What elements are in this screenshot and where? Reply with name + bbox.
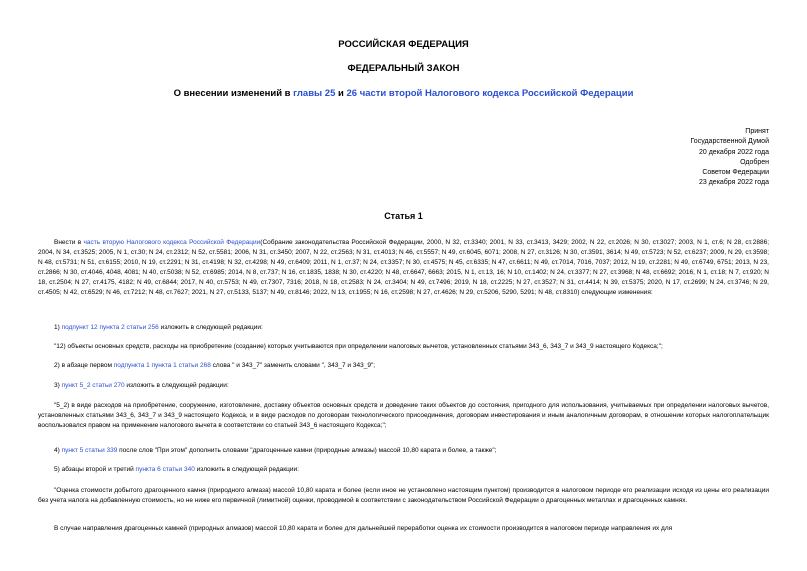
law-title-prefix: О внесении изменений в (173, 88, 294, 99)
item-1-prefix: 1) (54, 324, 62, 331)
quote-5-continued: В случае направления драгоценных камней (природных алмазов) массой 10,80 карата и более для дальнейшей переработки оценка их стоимости производится в налоговом периоде направления их для (54, 525, 673, 532)
law-type-heading: ФЕДЕРАЛЬНЫЙ ЗАКОН (347, 63, 460, 74)
item-2 (38, 361, 785, 371)
item-3-prefix: 3) (54, 382, 62, 389)
link-art-268[interactable]: подпункта 1 пункта 1 статьи 268 (113, 362, 211, 369)
adopted-by: Государственной Думой (690, 138, 769, 146)
approved-by: Советом Федерации (702, 169, 769, 177)
item-2-prefix: 2) в абзаце первом (54, 362, 114, 369)
item-5 (38, 465, 785, 475)
link-chapter-25[interactable]: главы 25 (293, 88, 336, 99)
law-title-mid: и (335, 88, 347, 99)
intro-rest: (Собрание законодательства Российской Федерации, 2000, N 32, ст.3340; 2001, N 33, ст.3413, 3429; 2002, N 22, ст.2026; N 30, ст.3027; 2003, N 1, ст.6; N 28, ст.2886; 2004, N 34, ст.3525; 2005, N 1, ст.30; N 24, ст.2312; N 52, ст.5581; 2006, N 31, ст.3450; 2007, N 22, ст.2563; N 31, ст.4013; N 46, ст.5557; N 49, ст.6045, 6071; 2008, N 27, ст.3126; N 30, ст.3591, 3614; N 49, ст.5723; N 52, ст.6237; 2009, N 29, ст.3598; N 48, ст.5731; N 51, ст.6155; 2010, N 19, ст.2291; N 31, ст.4198; N 32, ст.4298; N 49, ст.6409; 2011, N 1, ст.37; N 24, ст.3357; N 30, ст.4575; N 45, ст.6335; N 47, ст.6611; N 49, ст.7014, 7016, 7037; 2012, N 19, ст.2281; N 49, ст.6749, 6751; 2013, N 23, ст.2866; N 30, ст.4046, 4048, 4081; N 40, ст.5038; N 52, ст.6985; 2014, N 8, ст.737; N 16, ст.1835, 1838; N 30, ст.4220; N 48, ст.6647, 6663; 2015, N 1, ст.13, 16; N 10, ст.1402; N 24, ст.3377; N 27, ст.3968; N 48, ст.6692; 2016, N 1, ст.18; N 7, ст.920; N 18, ст.2504; N 27, ст.4175, 4182; N 49, ст.6844; 2017, N 40, ст.5753; N 49, ст.7307, 7316; 2018, N 18, ст.2583; N 24, ст.3404; N 49, ст.7496; 2019, N 18, ст.2225; N 27, ст.3527; N 31, ст.4414; N 39, ст.5375; 2020, N 17, ст.2699; N 24, ст.3746; N 29, ст.4505; N 42, ст.6529; N 46, ст.7212; N 48, ст.7627; 2021, N 27, ст.5133, 5137; N 49, ст.8146; 2022, N 13, ст.1955; N 16, ст.2598; N 27, ст.4626; N 29, ст.5206, 5290, 5291; N 48, ст.8310) следующие изменения: (38, 239, 769, 296)
country-heading: РОССИЙСКАЯ ФЕДЕРАЦИЯ (338, 39, 469, 50)
link-art-340[interactable]: пункта 6 статьи 340 (135, 466, 195, 473)
law-title (0, 88, 807, 99)
adopted-label: Принят (745, 128, 769, 135)
item-5-rest: изложить в следующей редакции: (194, 466, 299, 473)
quote-5: "Оценка стоимости добытого драгоценного камня (природного алмаза) массой 10,80 карата и более (если иное не установлено настоящим пунктом) производится в налоговом периоде его реализации исходя из цены его реализации без учета налога на добавленную стоимость, но не ниже его первичной (лимитной) оценки, проводимой в соответствии с законодательством Российской Федерации о драгоценных металлах и драгоценных камнях. (38, 487, 769, 504)
item-3 (38, 381, 785, 391)
item-2-rest: слова " и 343_7" заменить словами ", 343_7 и 343_9"; (210, 362, 376, 369)
link-chapter-26-tax-code[interactable]: 26 части второй Налогового кодекса Российской Федерации (346, 88, 634, 99)
item-1-rest: изложить в следующей редакции: (158, 324, 263, 331)
approved-date: 23 декабря 2022 года (698, 179, 769, 187)
adoption-block (690, 127, 769, 189)
intro-prefix: Внести в (54, 239, 84, 246)
link-art-270[interactable]: пункт 5_2 статьи 270 (61, 382, 125, 389)
item-4 (38, 446, 785, 456)
approved-label: Одобрен (740, 158, 769, 166)
item-4-prefix: 4) (54, 447, 62, 454)
article-intro (38, 238, 769, 298)
quote-1: "12) объекты основных средств, расходы на приобретение (создание) которых учитываются при определении налоговых вычетов, установленных статьями 343_6, 343_7 и 343_9 настоящего Кодекса;"; (54, 343, 663, 350)
quote-3: "5_2) в виде расходов на приобретение, сооружение, изготовление, доставку объектов основных средств и доведение таких объектов до состояния, пригодного для использования, учитываемых при определении налоговых вычетов, установленных статьями 343_6, 343_7 и 343_9 настоящего Кодекса, и в виде расходов по договорам технологического присоединения, договорам инвестирования и иным аналогичным договорам, в отношении которых налогоплательщик воспользовался правом на применение налогового вычета в соответствии со статьей 343_6 настоящего Кодекса;"; (38, 402, 769, 429)
article-heading: Статья 1 (384, 211, 423, 221)
item-1 (38, 323, 785, 333)
adopted-date: 20 декабря 2022 года (698, 148, 769, 156)
item-4-rest: после слов "При этом" дополнить словами "драгоценные камни (природные алмазы) массой 10,80 карата и более, а также"; (117, 447, 497, 454)
link-art-339[interactable]: пункт 5 статьи 339 (61, 447, 118, 454)
link-tax-code-part-two[interactable]: часть вторую Налогового кодекса Российской Федерации (83, 239, 261, 246)
item-3-rest: изложить в следующей редакции: (124, 382, 229, 389)
item-5-prefix: 5) абзацы второй и третий (54, 466, 136, 473)
link-art-256[interactable]: подпункт 12 пункта 2 статьи 256 (61, 324, 159, 331)
